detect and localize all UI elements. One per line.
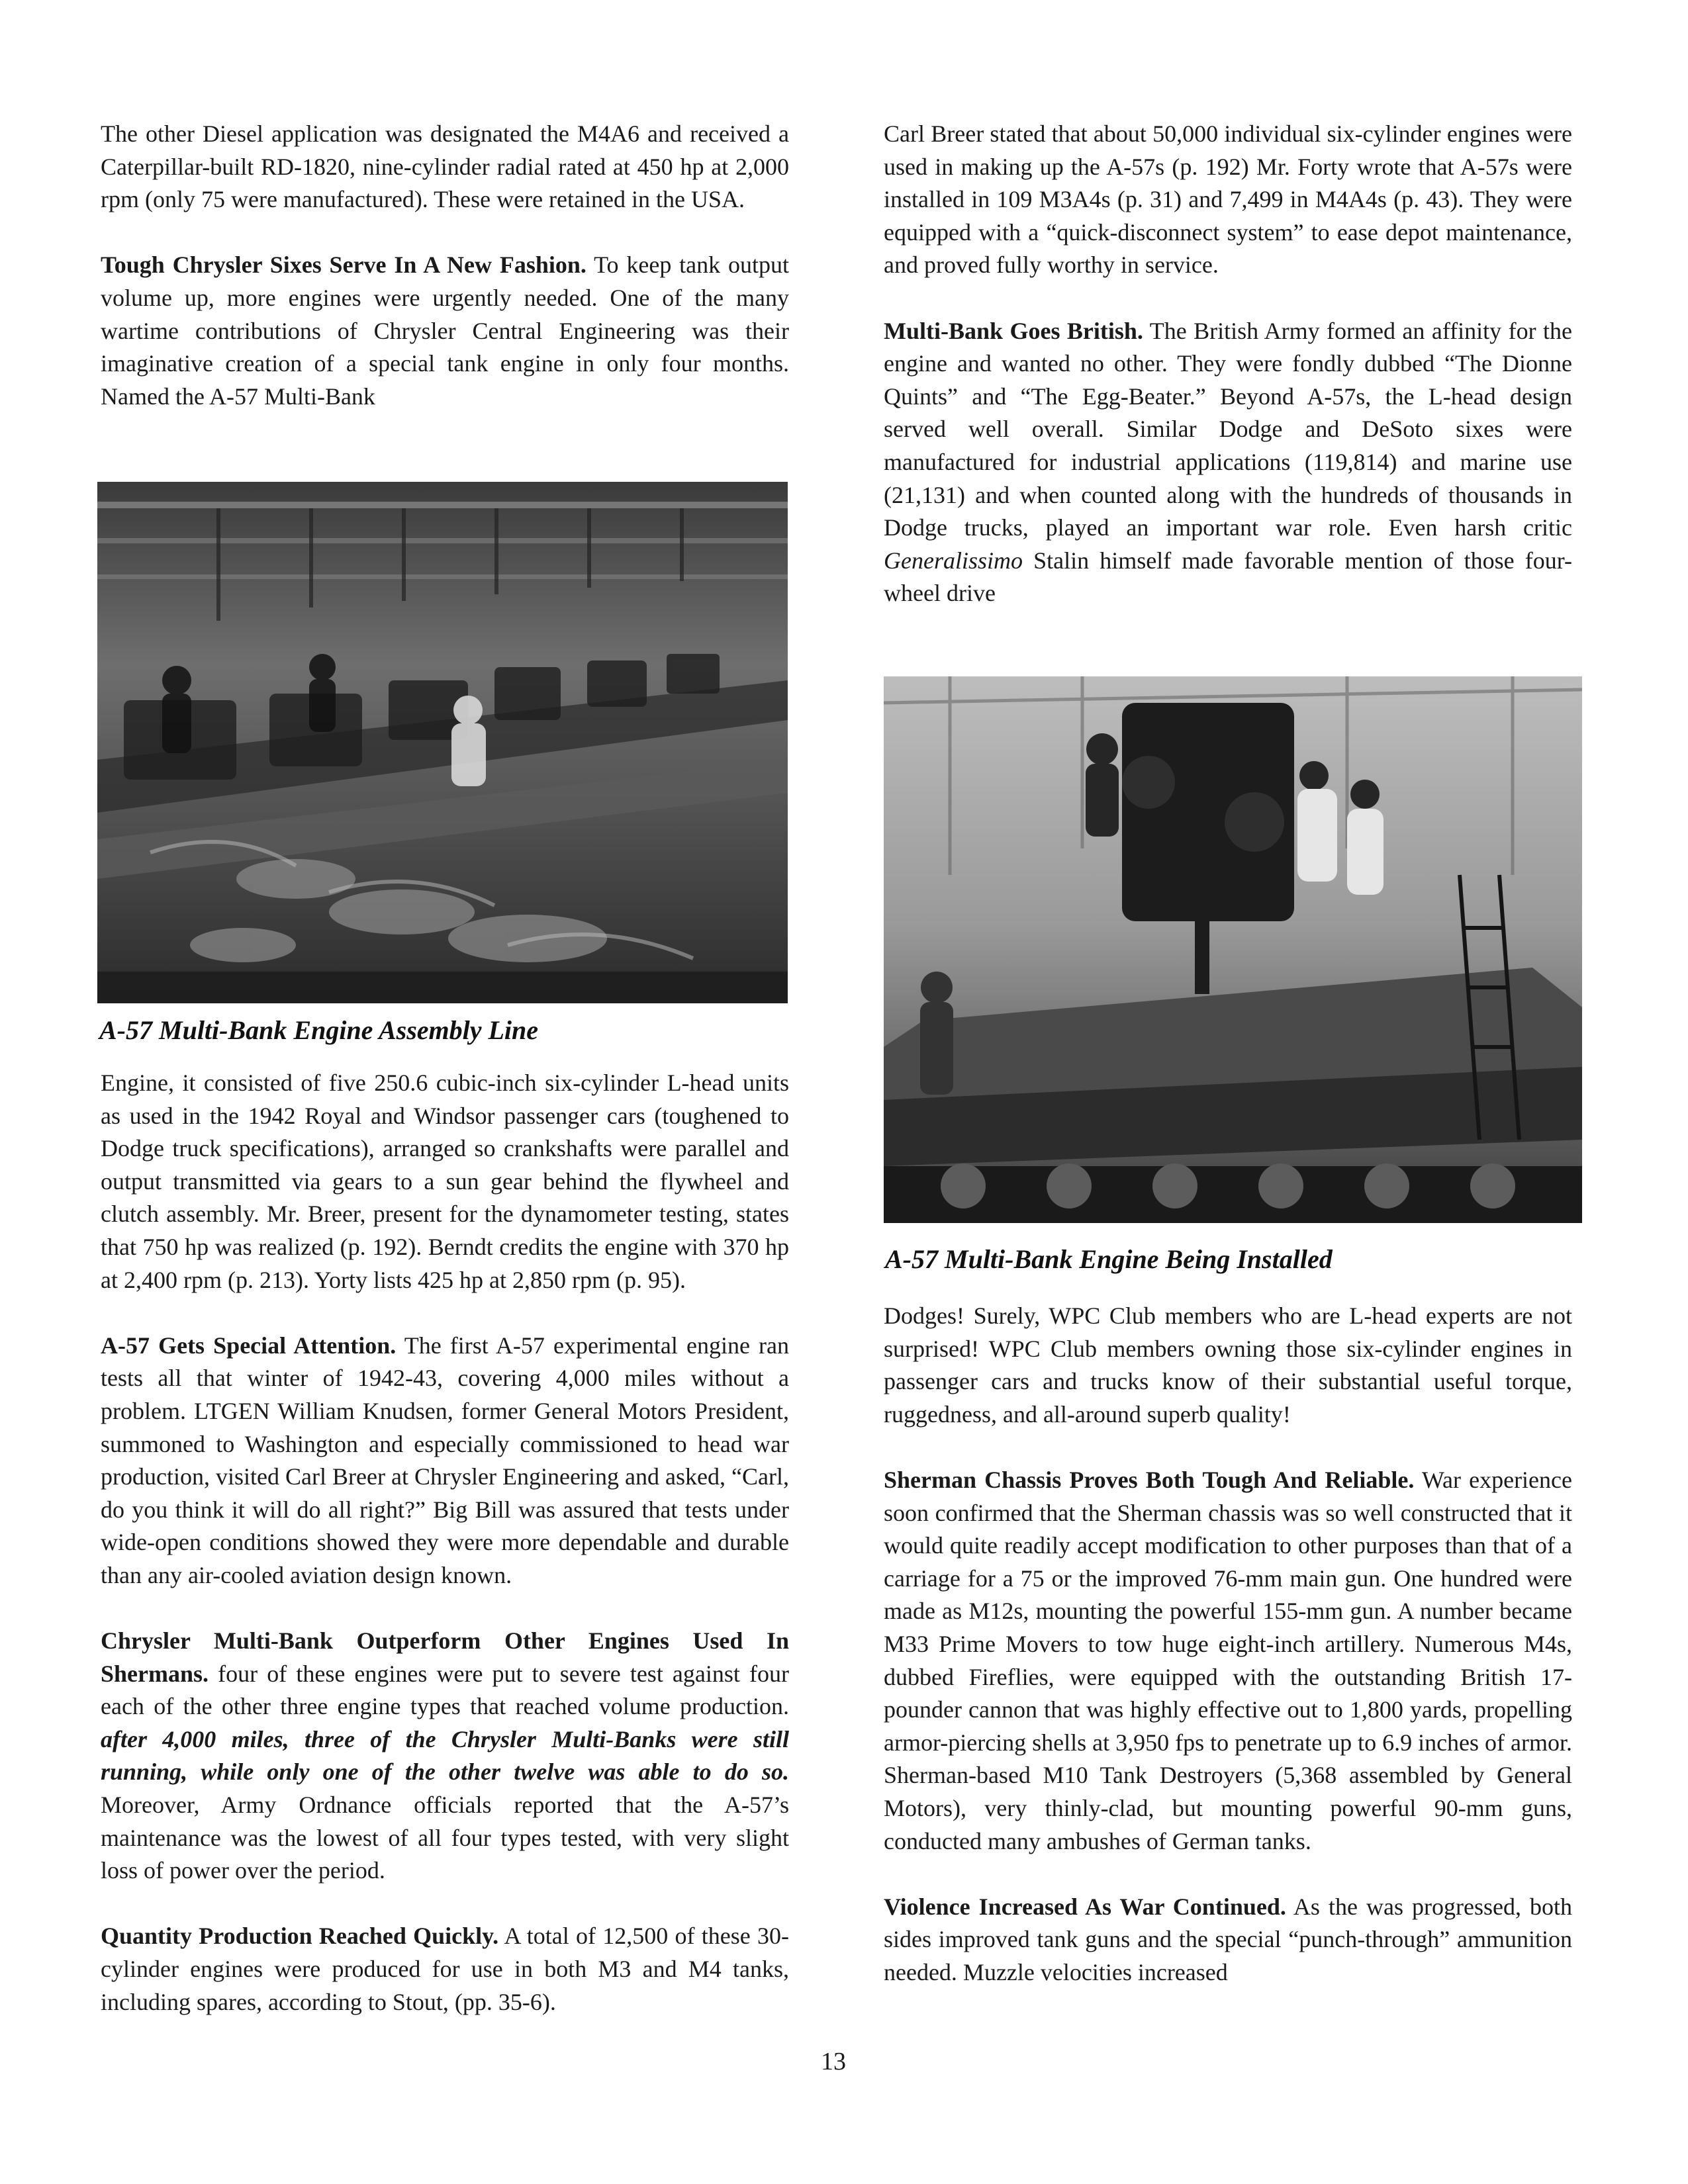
paragraph-violence-increased [884,1891,1572,1989]
paragraph-body: To keep tank output volume up, more engines were urgently needed. One of the many wartime contributions of Chrysler Central Engineering was their imaginative creation of a special tank engine in only four months. Named the A-57 Multi-Bank [101,251,789,410]
engine-installed-photo-image [884,676,1582,1223]
photo-assembly-line [97,482,788,1003]
paragraph-engine-description: Engine, it consisted of five 250.6 cubic-inch six-cylinder L-head units as used in the 1942 Royal and Windsor passenger cars (toughened to Dodge truck specifications), arranged so crankshafts were parallel and output transmitted via gears to a sun gear behind the flywheel and clutch assembly. Mr. Breer, present for the dynamometer testing, states that 750 hp was realized (p. 192). Berndt credits the engine with 370 hp at 2,400 rpm (p. 213). Yorty lists 425 hp at 2,850 rpm (p. 95). [101,1069,789,1293]
italic-term: Generalissimo [884,547,1023,574]
section-heading: Violence Increased As War Continued. [884,1893,1286,1920]
paragraph-body-continued: Stalin himself made favorable mention of those four-wheel drive [884,547,1572,607]
paragraph-a57-special-attention [101,1330,789,1592]
paragraph-multibank-british [884,315,1572,610]
section-heading: A-57 Gets Special Attention. [101,1332,397,1359]
paragraph-sherman-chassis [884,1464,1572,1858]
left-column-bottom [101,1067,789,2019]
section-heading: Chrysler Multi-Bank Outperform Other Engines Used In Shermans. [101,1627,789,1687]
paragraph-body: The first A-57 experimental engine ran tests all that winter of 1942-43, covering 4,000 miles without a problem. LTGEN William Knudsen, former General Motors President, summoned to Washington and especially commissioned to head war production, visited Carl Breer at Chrysler Engineering and asked, “Carl, do you think it will do all right?” Big Bill was assured that tests under wide-open conditions showed they were more dependable and durable than any air-cooled aviation design known. [101,1332,789,1588]
emphasis-text: after 4,000 miles, three of the Chrysler Multi-Banks were still running, while only one of the other twelve was able to do so. [101,1725,789,1786]
paragraph-body: War experience soon confirmed that the Sherman chassis was so well constructed that it would quite readily accept modification to other purposes than that of a carriage for a 75 or the improved 76-mm main gun. One hundred were made as M12s, mounting the powerful 155-mm gun. A number became M33 Prime Movers to tow huge eight-inch artillery. Numerous M4s, dubbed Fireflies, were equipped with the outstanding British 17-pounder cannon that was highly effective out to 1,800 yards, propelling armor-piercing shells at 3,950 fps to penetrate up to 6.9 inches of armor. Sherman-based M10 Tank Destroyers (5,368 assembled by General Motors), very thinly-clad, but mounting powerful 90-mm guns, conducted many ambushes of German tanks. [884,1466,1572,1854]
section-heading: Quantity Production Reached Quickly. [101,1923,499,1950]
photo-caption-engine-installed: A-57 Multi-Bank Engine Being Installed [885,1244,1333,1274]
paragraph-body: As the was progressed, both sides improved tank guns and the special “punch-through” ammunition needed. Muzzle velocities increased [884,1893,1573,1985]
photo-caption-assembly-line: A-57 Multi-Bank Engine Assembly Line [99,1015,539,1045]
left-column-top [101,118,789,413]
paragraph-carl-breer: Carl Breer stated that about 50,000 individual six-cylinder engines were used in making up the A-57s (p. 192) Mr. Forty wrote that A-57s were installed in 109 M3A4s (p. 31) and 7,499 in M4A4s (p. 43). They were equipped with a “quick-disconnect system” to ease depot maintenance, and proved fully worthy in service. [884,120,1572,279]
paragraph-quantity-production [101,1920,789,2019]
photo-engine-installed [884,676,1582,1223]
paragraph-body-continued: Moreover, Army Ordnance officials reported that the A-57’s maintenance was the lowest of all four types tested, with very slight loss of power over the period. [101,1792,789,1884]
section-heading: Multi-Bank Goes British. [884,317,1143,344]
page-number: 13 [821,2048,846,2075]
right-column-bottom [884,1300,1572,1989]
right-column-top [884,118,1572,610]
paragraph-tough-chrysler-sixes [101,249,789,413]
paragraph-diesel-m4a6: The other Diesel application was designated the M4A6 and received a Caterpillar-built RD-1820, nine-cylinder radial rated at 450 hp at 2,000 rpm (only 75 were manufactured). These were retained in the USA. [101,120,789,213]
paragraph-multibank-outperform [101,1625,789,1888]
section-heading: Tough Chrysler Sixes Serve In A New Fashion. [101,251,586,279]
section-heading: Sherman Chassis Proves Both Tough And Reliable. [884,1466,1415,1493]
paragraph-body: A total of 12,500 of these 30-cylinder engines were produced for use in both M3 and M4 tanks, including spares, according to Stout, (pp. 35-6). [101,1923,789,2015]
paragraph-dodges: Dodges! Surely, WPC Club members who are L-head experts are not surprised! WPC Club members owning those six-cylinder engines in passenger cars and trucks know of their substantial useful torque, ruggedness, and all-around superb quality! [884,1302,1572,1428]
paragraph-body: The British Army formed an affinity for the engine and wanted no other. They were fondly dubbed “The Dionne Quints” and “The Egg-Beater.” Beyond A-57s, the L-head design served well overall. Similar Dodge and DeSoto sixes were manufactured for industrial applications (119,814) and marine use (21,131) and when counted along with the hundreds of thousands in Dodge trucks, played an important war role. Even harsh critic [884,317,1572,541]
paragraph-body: four of these engines were put to severe test against four each of the other three engine types that reached volume production. [101,1660,789,1720]
assembly-line-photo-image [97,482,788,1003]
